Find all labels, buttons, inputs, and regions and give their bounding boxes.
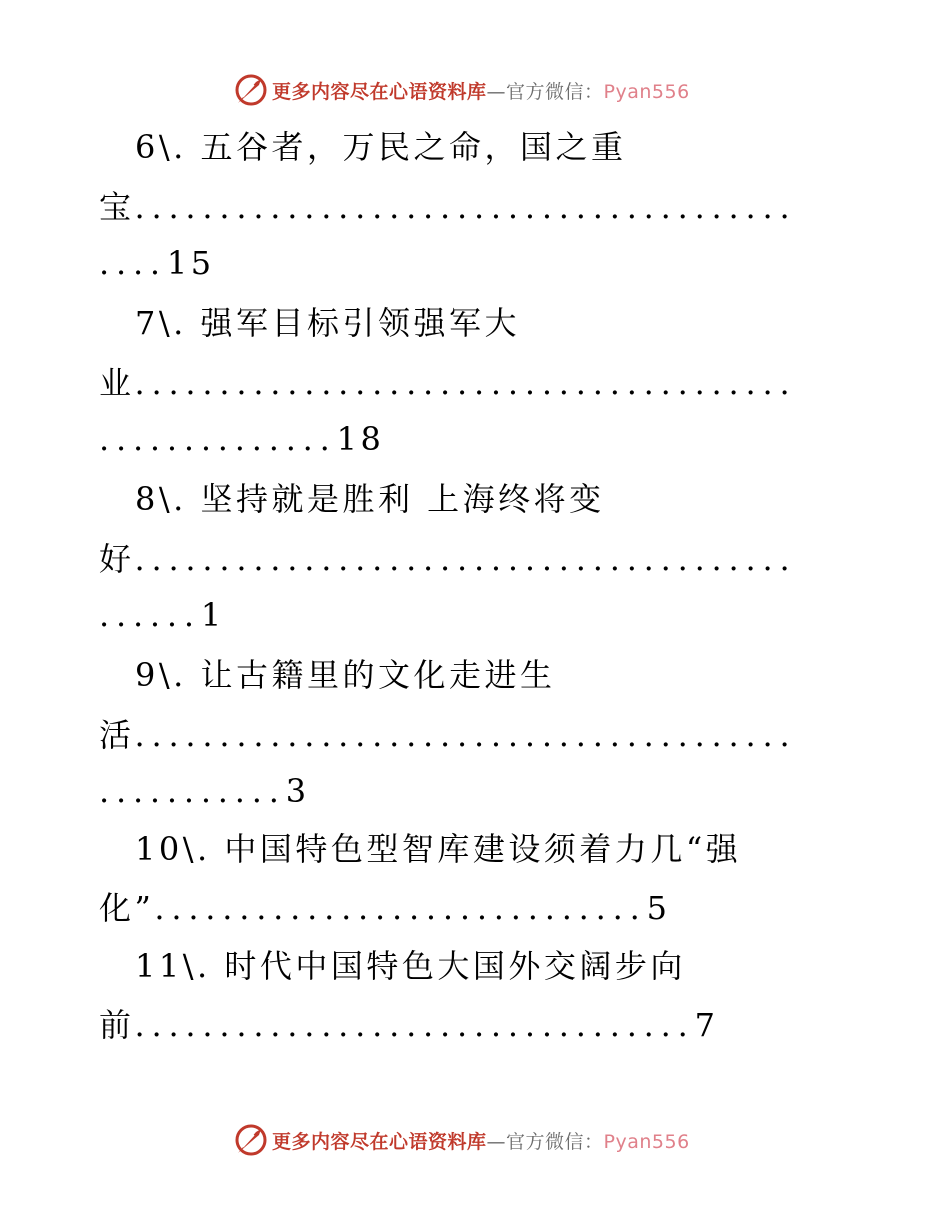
toc-entry-7-leader: .......................................	[134, 364, 797, 402]
toc-entry-9-leader: .......................................	[134, 716, 797, 754]
banner-brand: 更多内容尽在心语资料库	[272, 80, 487, 103]
banner-text	[272, 1127, 690, 1154]
banner-dash: —	[486, 1130, 507, 1153]
banner-wechat-id: Pyan556	[603, 1130, 690, 1153]
toc-entry-7-title[interactable]: 7\. 强军目标引领强军大	[135, 304, 520, 342]
toc-entry-10-page: 5	[646, 889, 671, 927]
toc-entry-7-page: 18	[336, 420, 385, 458]
toc-entry-10-cont: 化”	[99, 889, 155, 927]
banner-brand: 更多内容尽在心语资料库	[272, 1130, 487, 1153]
toc-entry-9-page-line[interactable]	[99, 771, 310, 811]
toc-entry-6-page: 15	[166, 244, 215, 282]
toc-entry-6-cont: 宝	[99, 188, 135, 226]
toc-entry-7-continuation[interactable]	[99, 363, 796, 403]
toc-entry-7-cont: 业	[99, 364, 135, 402]
toc-entry-6-page-line[interactable]	[99, 243, 215, 283]
toc-entry-9-cont: 活	[99, 716, 135, 754]
toc-entry-8-cont: 好	[99, 540, 135, 578]
toc-entry-8-page-line[interactable]	[99, 595, 225, 635]
toc-entry-7-page-line[interactable]	[99, 419, 384, 459]
toc-entry-11-page: 7	[694, 1006, 719, 1044]
toc-entry-9-title[interactable]: 9\. 让古籍里的文化走进生	[135, 656, 556, 694]
toc-entry-8-page: 1	[200, 596, 225, 634]
toc-entry-8-leader: .......................................	[134, 540, 797, 578]
toc-entry-11-cont: 前	[99, 1006, 135, 1044]
toc-entry-8-title[interactable]: 8\. 坚持就是胜利 上海终将变	[135, 480, 605, 518]
toc-entry-10-title[interactable]: 10\. 中国特色型智库建设须着力几“强	[135, 830, 742, 868]
toc-entry-11-title[interactable]: 11\. 时代中国特色大国外交阔步向	[135, 947, 686, 985]
toc-entry-10-leader: .............................	[154, 889, 647, 927]
toc-entry-6-leader: .......................................	[134, 188, 797, 226]
quill-pen-logo-icon	[234, 1123, 268, 1157]
banner-dash: —	[486, 80, 507, 103]
toc-entry-11-continuation[interactable]	[99, 1005, 718, 1045]
quill-pen-logo-icon	[234, 73, 268, 107]
toc-entry-10-continuation[interactable]	[99, 888, 670, 928]
toc-entry-9-leader-2: ...........	[99, 772, 286, 810]
banner-official-label: 官方微信：	[506, 80, 604, 103]
toc-entry-11-leader: .................................	[134, 1006, 695, 1044]
toc-entry-6-continuation[interactable]	[99, 187, 796, 227]
toc-entry-7-leader-2: ..............	[99, 420, 337, 458]
toc-entry-9-page: 3	[285, 772, 310, 810]
toc-entry-6-leader-2: ....	[99, 244, 167, 282]
banner-text	[272, 77, 690, 104]
banner-wechat-id: Pyan556	[603, 80, 690, 103]
footer-banner	[234, 1122, 690, 1158]
banner-official-label: 官方微信：	[506, 1130, 604, 1153]
toc-entry-8-continuation[interactable]	[99, 539, 796, 579]
toc-entry-9-continuation[interactable]	[99, 715, 796, 755]
toc-entry-8-leader-2: ......	[99, 596, 201, 634]
toc-entry-6-title[interactable]: 6\. 五谷者，万民之命，国之重	[135, 128, 627, 166]
header-banner	[234, 72, 690, 108]
